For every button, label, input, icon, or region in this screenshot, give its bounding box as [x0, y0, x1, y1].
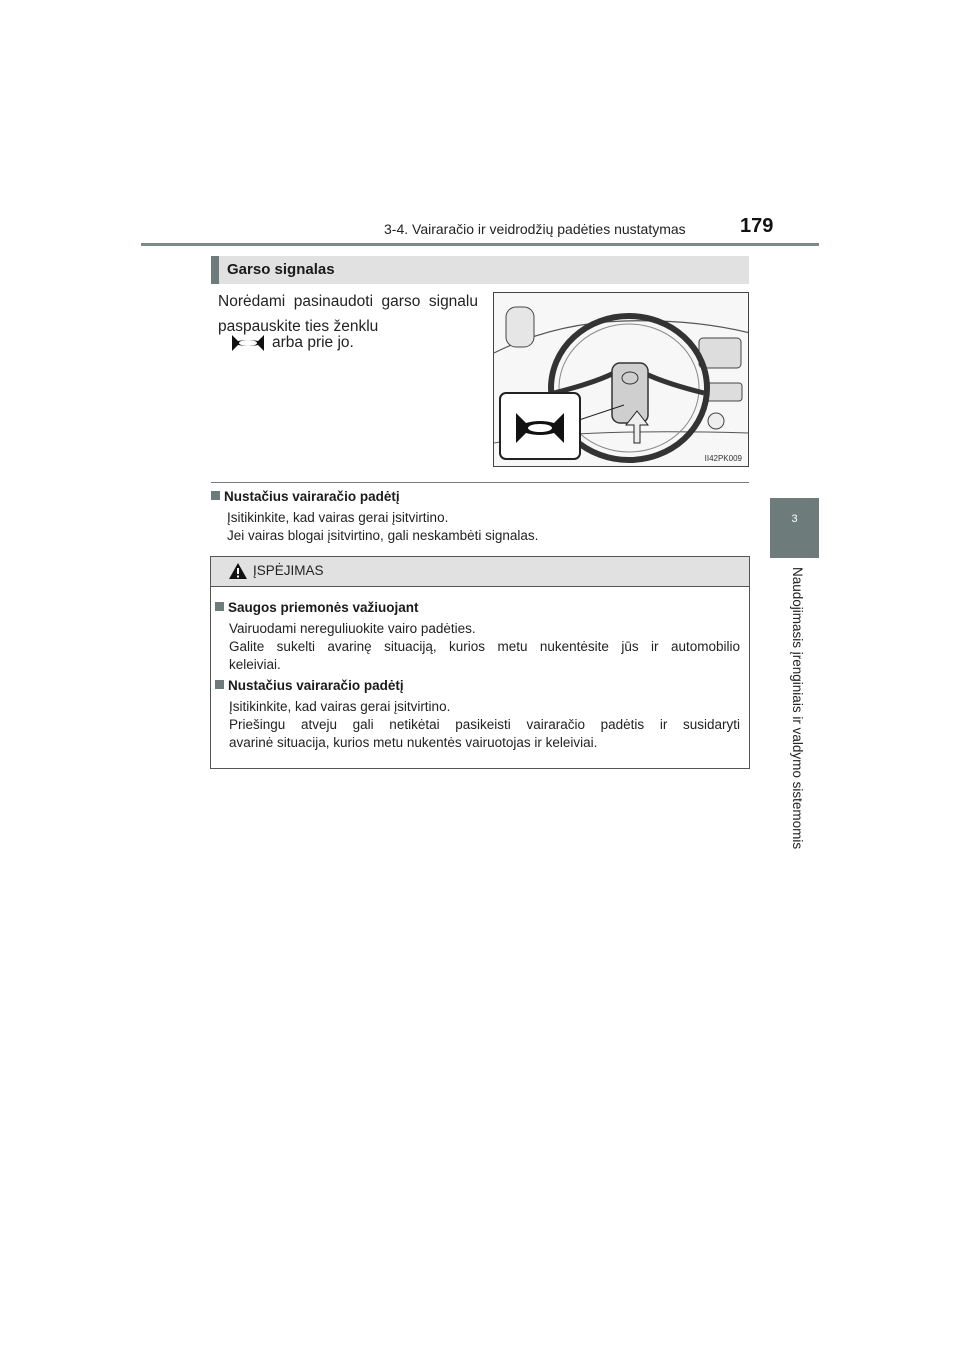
warning-title: ĮSPĖJIMAS	[253, 563, 324, 578]
warning-line: Galite sukelti avarinę situaciją, kurios metu nukentėsite jūs ir automobilio	[229, 639, 740, 654]
warning-line: keleiviai.	[229, 657, 281, 672]
intro-text-continuation	[230, 333, 354, 353]
square-bullet-icon	[215, 680, 224, 689]
note-heading	[211, 489, 400, 504]
warning-line: Įsitikinkite, kad vairas gerai įsitvirtino.	[229, 699, 451, 714]
square-bullet-icon	[215, 602, 224, 611]
steering-wheel-illustration	[493, 292, 749, 467]
chapter-side-label: Naudojimasis įrenginiais ir valdymo sistemomis	[790, 567, 805, 850]
warning-line: Priešingu atveju gali netikėtai pasikeisti vairaračio padėtis ir susidaryti	[229, 717, 740, 732]
warning-item-heading-text: Saugos priemonės važiuojant	[228, 600, 419, 615]
note-heading-text: Nustačius vairaračio padėtį	[224, 489, 400, 504]
warning-triangle-icon	[228, 562, 248, 580]
square-bullet-icon	[211, 491, 220, 500]
horn-icon	[230, 333, 266, 353]
intro-line2-text: arba prie jo.	[272, 334, 354, 352]
illustration-code: II42PK009	[704, 454, 742, 463]
steering-wheel-drawing	[494, 293, 749, 467]
section-rule	[211, 482, 749, 483]
header-rule	[141, 243, 819, 246]
warning-box	[210, 556, 750, 769]
chapter-title: 3-4. Vairaračio ir veidrodžių padėties nustatymas	[384, 221, 686, 237]
warning-item-heading-text: Nustačius vairaračio padėtį	[228, 678, 404, 693]
warning-line: avarinė situacija, kurios metu nukentės vairuotojas ir keleiviai.	[229, 735, 598, 750]
warning-item-heading	[215, 678, 404, 693]
note-line: Jei vairas blogai įsitvirtino, gali neskambėti signalas.	[227, 528, 539, 543]
chapter-tab: 3	[770, 498, 819, 558]
section-heading: Garso signalas	[211, 256, 749, 284]
note-line: Įsitikinkite, kad vairas gerai įsitvirtino.	[227, 510, 449, 525]
intro-text: Norėdami pasinaudoti garso signalu paspauskite ties ženklu	[218, 293, 478, 335]
warning-item-heading	[215, 600, 419, 615]
warning-header	[211, 557, 749, 587]
page-number: 179	[740, 215, 774, 237]
warning-line: Vairuodami nereguliuokite vairo padėties.	[229, 621, 476, 636]
